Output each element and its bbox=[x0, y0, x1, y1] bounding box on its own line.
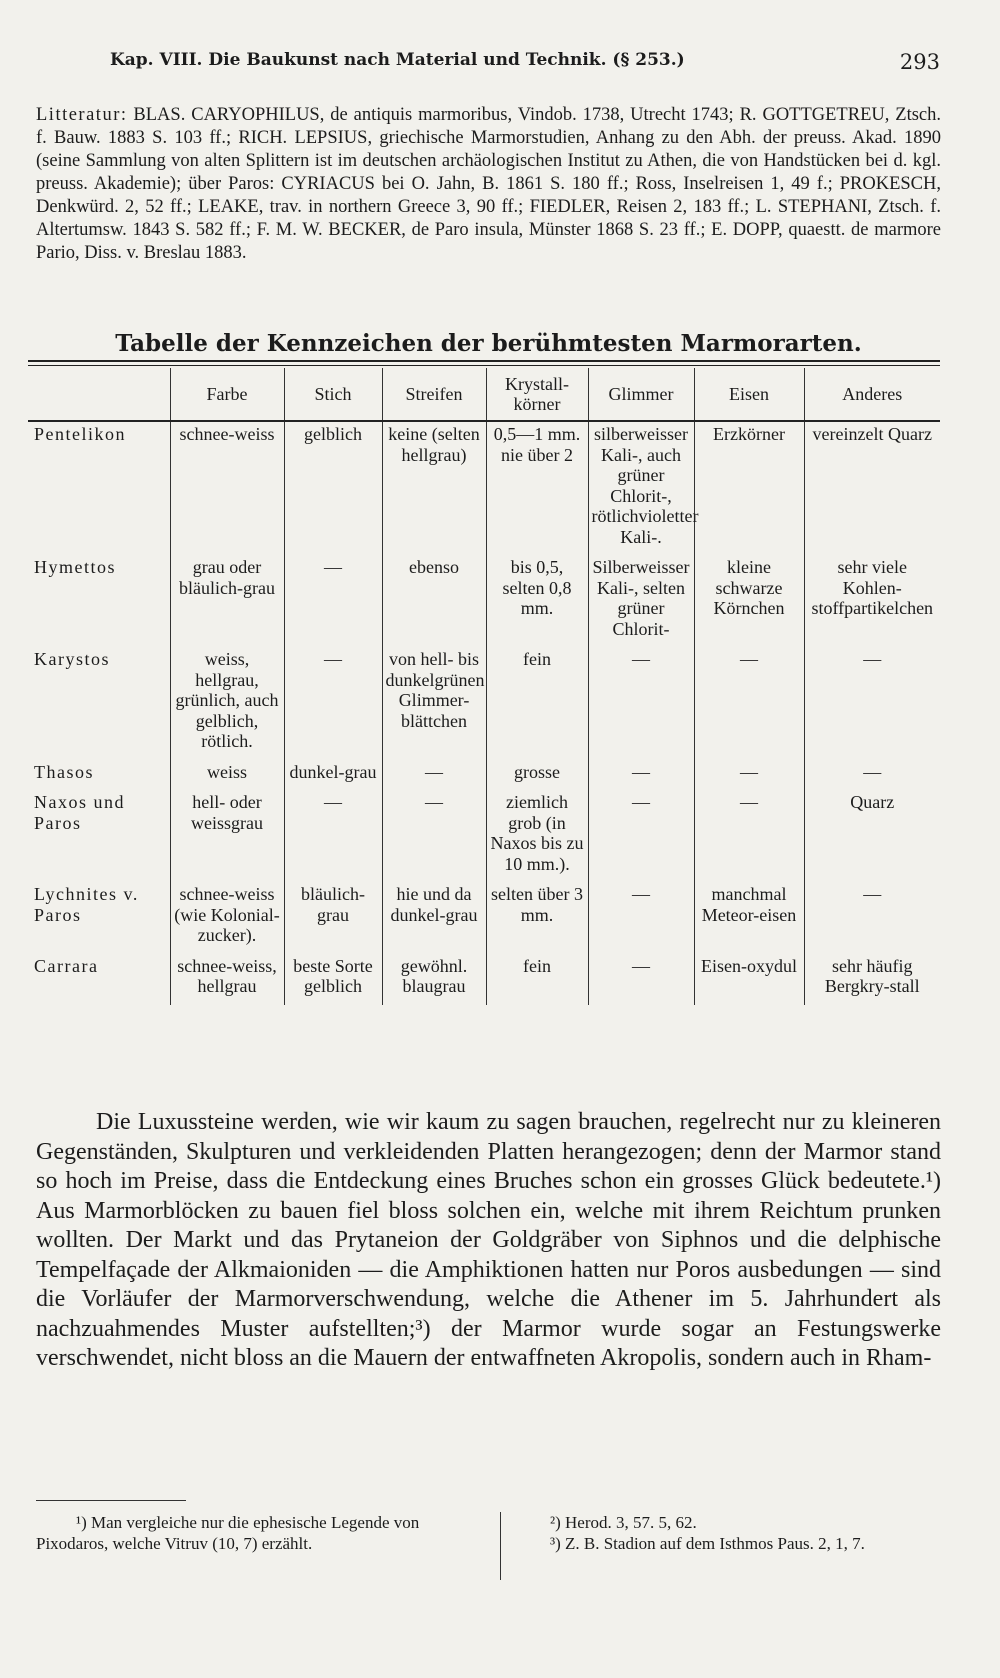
table-row bbox=[28, 647, 940, 760]
table-cell: beste Sorte gelblich bbox=[284, 954, 382, 1005]
table-cell: Eisen-oxydul bbox=[694, 954, 804, 1005]
table-row bbox=[28, 760, 940, 791]
table-cell: gelblich bbox=[284, 421, 382, 555]
table-cell: schnee-weiss bbox=[170, 421, 284, 555]
body-text bbox=[36, 1108, 941, 1374]
table-cell: vereinzelt Quarz bbox=[804, 421, 940, 555]
table-cell: — bbox=[382, 790, 486, 882]
header-cell-streifen: Streifen bbox=[382, 368, 486, 421]
header-cell-glimmer: Glimmer bbox=[588, 368, 694, 421]
body-paragraph: Die Luxussteine werden, wie wir kaum zu sagen brauchen, regelrecht nur zu kleineren Gegenständen, Skulpturen und verkleidenden Platten herangezogen; denn der Marmor stand so hoch im Preise, dass die Entdeckung eines Bruches schon ein grosses Glück bedeutete.¹) Aus Marmorblöcken zu bauen fiel bloss solchen ein, welche mit ihrem Reichtum prunken wollten. Der Markt und das Prytaneion der Goldgräber von Siphnos und die delphische Tempelfaçade der Alkmaioniden — die Amphiktionen hatten nur Poros ausbedungen — sind die Vorläufer der Marmorverschwendung, welche die Athener im 5. Jahrhundert als nachzuahmendes Muster aufstellten;³) der Marmor wurde sogar an Festungswerke verschwendet, nicht bloss an die Mauern der entwaffneten Akropolis, sondern auch in Rham- bbox=[36, 1109, 941, 1371]
table-cell: — bbox=[804, 882, 940, 954]
literature-text: BLAS. CARYOPHILUS, de antiquis marmoribus, Vindob. 1738, Utrecht 1743; R. GOTTGETREU, Ztsch. f. Bauw. 1883 S. 103 ff.; RICH. LEPSIUS, griechische Marmorstudien, Anhang zu den Abh. der preuss. Akad. 1890 (seine Sammlung von alten Splittern ist im deutschen archäologischen Institut zu Athen, die von Handstücken bei d. kgl. preuss. Akademie); über Paros: CYRIACUS bei O. Jahn, B. 1861 S. 180 ff.; Ross, Inselreisen 1, 49 f.; PROKESCH, Denkwürd. 2, 52 ff.; LEAKE, trav. in northern Greece 3, 90 ff.; FIEDLER, Reisen 2, 183 ff.; L. STEPHANI, Ztsch. f. Altertumsw. 1843 S. 582 ff.; F. M. W. BECKER, de Paro insula, Münster 1868 S. 23 ff.; E. DOPP, quaestt. de marmore Pario, Diss. v. Breslau 1883. bbox=[36, 105, 941, 263]
table-cell: Erzkörner bbox=[694, 421, 804, 555]
header-cell-stich: Stich bbox=[284, 368, 382, 421]
footnote-column-divider bbox=[500, 1512, 501, 1580]
table-cell: Carrara bbox=[34, 955, 99, 976]
table-cell: Hymettos bbox=[34, 557, 116, 577]
table-cell: — bbox=[804, 760, 940, 791]
table-cell: 0,5—1 mm. nie über 2 bbox=[486, 421, 588, 555]
table-cell: hell- oder weissgrau bbox=[170, 790, 284, 882]
table-cell: dunkel-grau bbox=[284, 760, 382, 791]
table-cell: Lychnites v. Paros bbox=[34, 884, 139, 925]
table-cell: von hell- bis dunkelgrünen Glimmer-blättchen bbox=[382, 647, 486, 760]
header-cell-krystallkoerner: Krystall-körner bbox=[486, 368, 588, 421]
table-cell: — bbox=[588, 647, 694, 760]
running-title: Kap. VIII. Die Baukunst nach Material und Technik. (§ 253.) bbox=[110, 50, 685, 70]
footnotes-left bbox=[36, 1512, 486, 1554]
running-head bbox=[110, 50, 940, 74]
table-cell: manchmal Meteor-eisen bbox=[694, 882, 804, 954]
table-cell: — bbox=[694, 790, 804, 882]
table-row bbox=[28, 421, 940, 555]
page-number: 293 bbox=[899, 50, 940, 74]
header-cell-farbe: Farbe bbox=[170, 368, 284, 421]
table-cell: fein bbox=[486, 647, 588, 760]
table-cell: Silberweisser Kali-, selten grüner Chlorit- bbox=[588, 555, 694, 647]
header-cell-eisen: Eisen bbox=[694, 368, 804, 421]
table-cell: gewöhnl. blaugrau bbox=[382, 954, 486, 1005]
table-cell: ziemlich grob (in Naxos bis zu 10 mm.). bbox=[486, 790, 588, 882]
table-row bbox=[28, 954, 940, 1005]
footnote-1: ¹) Man vergleiche nur die ephesische Legende von Pixodaros, welche Vitruv (10, 7) erzählt. bbox=[36, 1513, 420, 1553]
table-cell: grosse bbox=[486, 760, 588, 791]
table-cell: Thasos bbox=[34, 761, 94, 782]
table-cell: Karystos bbox=[34, 649, 110, 669]
table-cell: Quarz bbox=[804, 790, 940, 882]
table-cell: schnee-weiss (wie Kolonial-zucker). bbox=[170, 882, 284, 954]
table-cell: — bbox=[588, 882, 694, 954]
table-cell: selten über 3 mm. bbox=[486, 882, 588, 954]
table-cell: — bbox=[284, 647, 382, 760]
table-cell: weiss, hellgrau, grünlich, auch gelblich, rötlich. bbox=[170, 647, 284, 760]
footnote-2: ²) Herod. 3, 57. 5, 62. bbox=[550, 1513, 697, 1532]
table-cell: — bbox=[588, 760, 694, 791]
table-cell: grau oder bläulich-grau bbox=[170, 555, 284, 647]
table-row bbox=[28, 555, 940, 647]
header-cell-anderes: Anderes bbox=[804, 368, 940, 421]
table-cell: fein bbox=[486, 954, 588, 1005]
table-cell: ebenso bbox=[382, 555, 486, 647]
table-cell: hie und da dunkel-grau bbox=[382, 882, 486, 954]
table-title: Tabelle der Kennzeichen der berühmtesten Marmorarten. bbox=[115, 330, 862, 357]
table-cell: kleine schwarze Körnchen bbox=[694, 555, 804, 647]
table-cell: keine (selten hellgrau) bbox=[382, 421, 486, 555]
table-cell: bläulich-grau bbox=[284, 882, 382, 954]
table-cell: — bbox=[284, 555, 382, 647]
table-cell: sehr viele Kohlen-stoffpartikelchen bbox=[804, 555, 940, 647]
table-cell: — bbox=[588, 954, 694, 1005]
table-cell: — bbox=[694, 760, 804, 791]
table-top-rule-thin bbox=[28, 365, 940, 366]
table-cell: — bbox=[382, 760, 486, 791]
table-cell: weiss bbox=[170, 760, 284, 791]
footnote-3: ³) Z. B. Stadion auf dem Isthmos Paus. 2, 1, 7. bbox=[550, 1534, 865, 1553]
table-row bbox=[28, 790, 940, 882]
table-cell: Pentelikon bbox=[34, 424, 126, 444]
table-cell: — bbox=[694, 647, 804, 760]
table-top-rule bbox=[28, 360, 940, 362]
literature-label: Litteratur: bbox=[36, 105, 128, 125]
table-cell: schnee-weiss, hellgrau bbox=[170, 954, 284, 1005]
table-header-row bbox=[28, 368, 940, 421]
marble-table bbox=[28, 368, 940, 1005]
table-cell: silberweisser Kali-, auch grüner Chlorit-, rötlichvioletter Kali-. bbox=[588, 421, 694, 555]
literature-paragraph bbox=[36, 104, 941, 265]
table-cell: — bbox=[804, 647, 940, 760]
table-row bbox=[28, 882, 940, 954]
footnotes-right bbox=[510, 1512, 940, 1554]
table-cell: — bbox=[588, 790, 694, 882]
table-cell: Naxos und Paros bbox=[34, 792, 125, 833]
footnote-rule bbox=[36, 1500, 186, 1501]
table-cell: bis 0,5, selten 0,8 mm. bbox=[486, 555, 588, 647]
header-cell-0 bbox=[28, 368, 170, 421]
table-cell: sehr häufig Bergkry-stall bbox=[804, 954, 940, 1005]
table-cell: — bbox=[284, 790, 382, 882]
